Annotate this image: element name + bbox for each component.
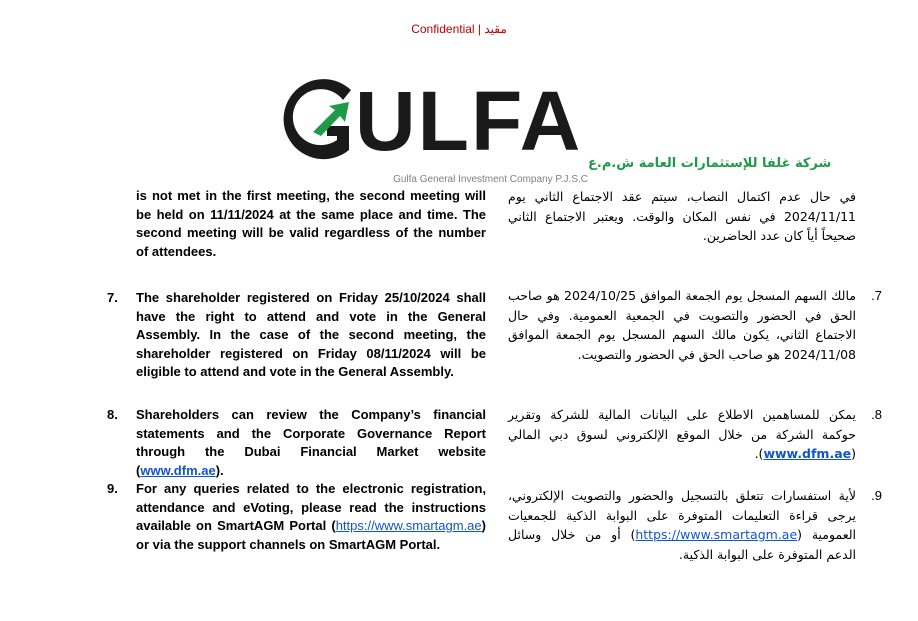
dfm-link[interactable]: www.dfm.ae <box>140 462 216 478</box>
en-item-9 <box>107 480 486 554</box>
ar-item-7-number: .7 <box>871 288 882 303</box>
en-paragraph-6-text: is not met in the first meeting, the second meeting will be held on 11/11/2024 at the same place and time. The second meeting will be valid regardless of the number of attendees. <box>136 188 486 259</box>
ar-item-9 <box>508 486 882 564</box>
en-item-8-text <box>136 406 486 480</box>
ar-item-8-post: ). <box>754 446 764 461</box>
en-item-9-post: ) or via the support channels on SmartAGM Portal. <box>136 518 486 552</box>
ar-smartagm-link[interactable]: https://www.smartagm.ae <box>635 527 798 542</box>
en-item-9-text <box>136 480 486 554</box>
ar-item-8-number: .8 <box>871 407 882 422</box>
confidential-label: Confidential | مقيد <box>411 22 507 36</box>
ar-item-8 <box>508 405 882 464</box>
en-item-9-pre: For any queries related to the electronic registration, attendance and eVoting, please read the instructions available on SmartAGM Portal ( <box>136 481 486 534</box>
ar-item-8-pre: يمكن للمساهمين الاطلاع على البيانات المالية للشركة وتقرير حوكمة الشركة من خلال الموقع الإلكتروني لسوق دبي المالي ( <box>508 407 856 461</box>
logo-arabic-name: شركة غلفا للإستثمارات العامة ش.م.ع <box>588 156 832 171</box>
ar-dfm-link[interactable]: www.dfm.ae <box>763 446 852 461</box>
smartagm-link[interactable]: https://www.smartagm.ae <box>335 518 482 534</box>
en-item-8-post: ). <box>215 462 224 478</box>
ar-paragraph-6 <box>508 187 856 246</box>
logo-g-mark <box>284 79 351 159</box>
en-item-7 <box>107 289 486 382</box>
company-logo <box>283 74 832 188</box>
ar-item-7 <box>508 286 882 364</box>
ar-item-9-number: .9 <box>871 488 882 503</box>
ar-item-8-text <box>508 405 856 464</box>
en-paragraph-6 <box>136 187 486 261</box>
en-item-8-pre: Shareholders can review the Company’s financial statements and the Corporate Governance Report through the Dubai Financial Market website ( <box>136 407 486 478</box>
logo-wordmark: ULFA <box>355 74 583 168</box>
en-item-9-number: 9. <box>107 481 118 496</box>
en-item-8 <box>107 406 486 480</box>
ar-item-9-post: ) أو من خلال وسائل الدعم المتوفرة على البوابة الذكية. <box>508 527 856 562</box>
ar-item-9-pre: لأية استفسارات تتعلق بالتسجيل والحضور والتصويت الإلكتروني، يرجى قراءة التعليمات المتوفرة على البوابة الذكية للجمعيات العمومية ( <box>508 488 857 542</box>
en-item-7-text: The shareholder registered on Friday 25/10/2024 shall have the right to attend and vote in the General Assembly. In the case of the second meeting, the shareholder registered on Friday 08/11/2024 will be eligible to attend and vote in the General Assembly. <box>136 290 486 380</box>
ar-item-9-text <box>508 486 856 564</box>
logo-english-name: Gulfa General Investment Company P.J.S.C <box>393 174 588 185</box>
ar-item-7-text: مالك السهم المسجل يوم الجمعة الموافق 2024/10/25 هو صاحب الحق في الحضور والتصويت في الجمعية العمومية. وفي حال الاجتماع الثاني، يكون مالك السهم المسجل يوم الجمعة الموافق 2024/11/08 هو صاحب الحق في الحضور والتصويت. <box>508 288 856 362</box>
en-item-7-number: 7. <box>107 290 118 305</box>
ar-paragraph-6-text: في حال عدم اكتمال النصاب، سيتم عقد الاجتماع الثاني يوم 2024/11/11 في نفس المكان والوقت. ويعتبر الاجتماع الثاني صحيحاً أياً كان عدد الحاضرين. <box>508 189 856 243</box>
en-item-8-number: 8. <box>107 407 118 422</box>
